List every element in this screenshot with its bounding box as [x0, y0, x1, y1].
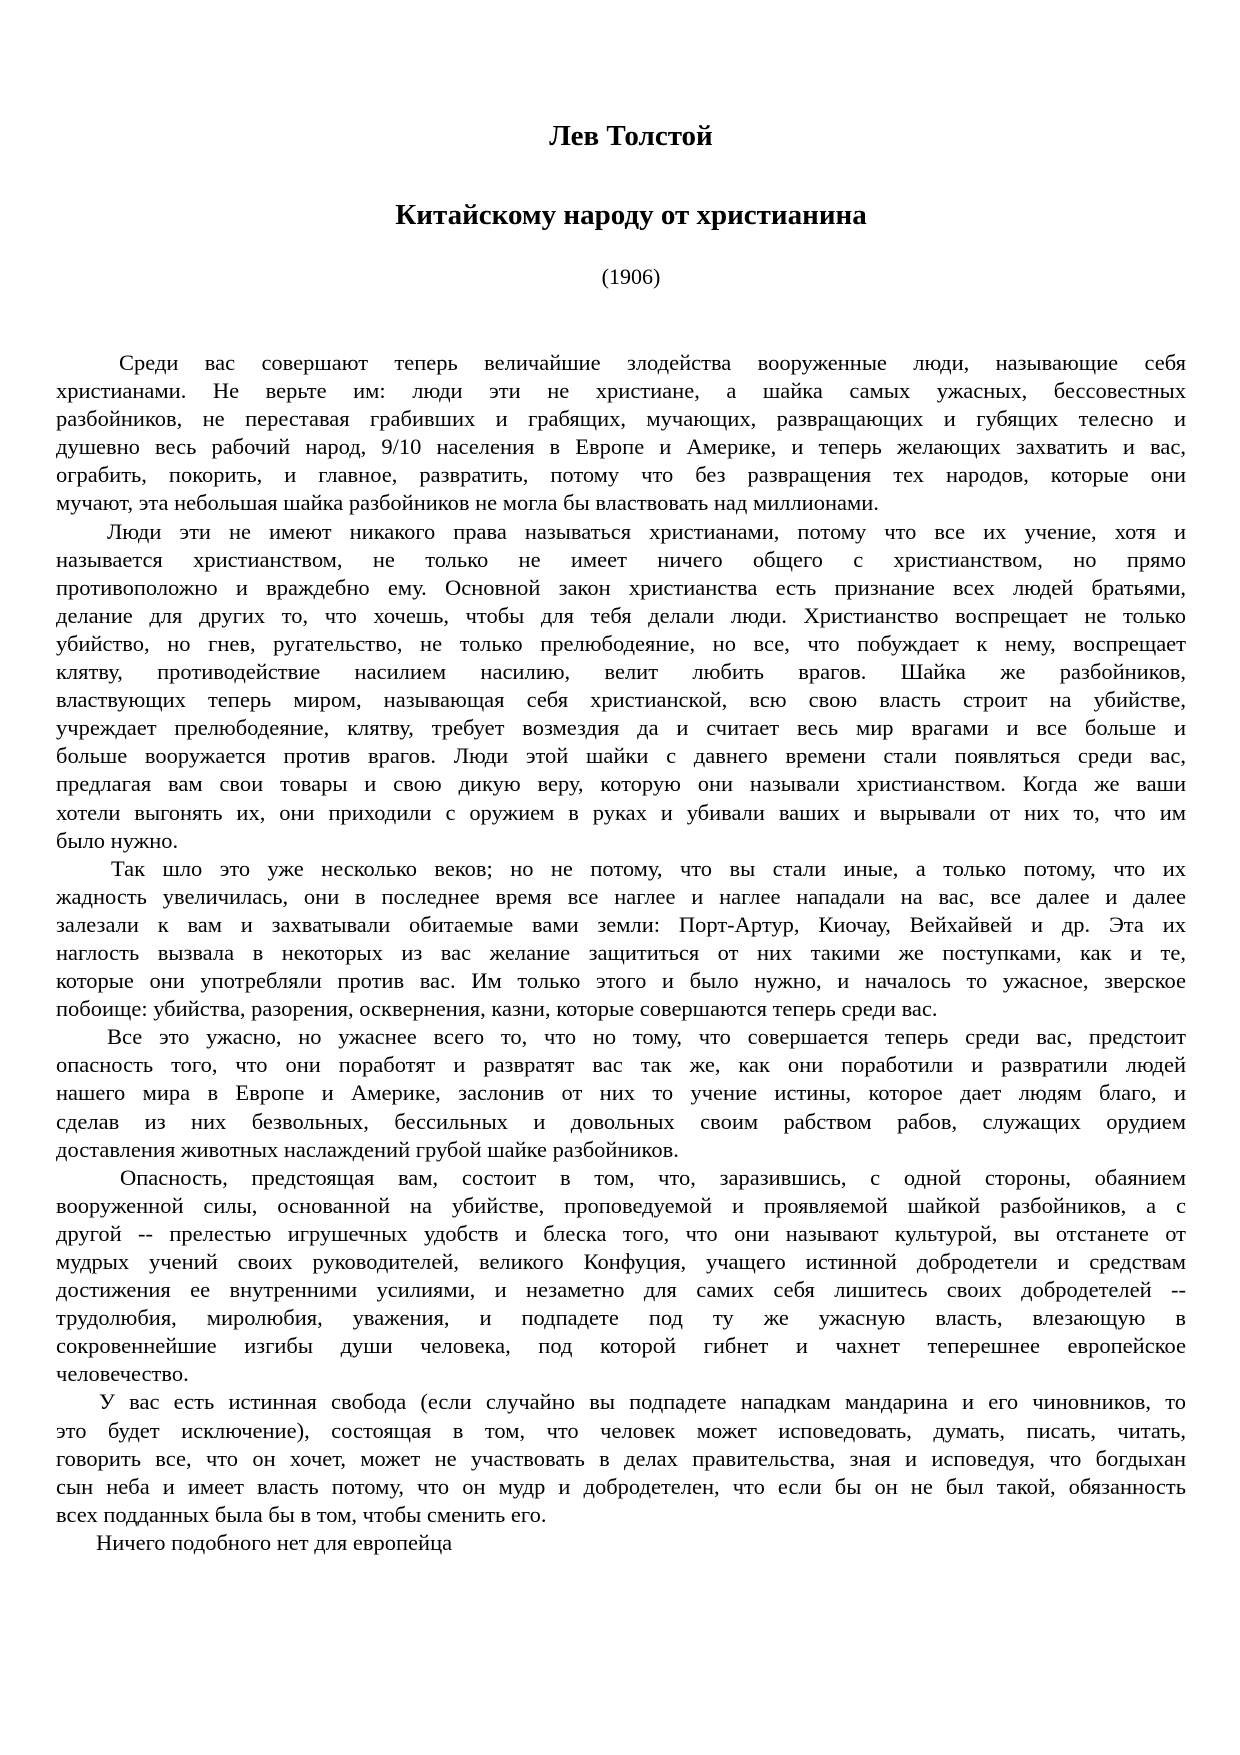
text-line: больше вооружается против врагов. Люди этой шайки с давнего времени стали появляться среди вас,: [56, 743, 1186, 769]
text-line: христианами. Не верьте им: люди эти не христиане, а шайка самых ужасных, бессовестных: [56, 378, 1186, 404]
text-line: учреждает прелюбодеяние, клятву, требует возмездия да и считает весь мир врагами и все больше и: [56, 715, 1186, 741]
paragraph: [56, 1164, 1186, 1389]
text-line: мучают, эта небольшая шайка разбойников не могла бы властвовать над миллионами.: [56, 490, 879, 516]
paragraph: [56, 1023, 1186, 1163]
text-line: другой -- прелестью игрушечных удобств и блеска того, что они называют культурой, вы отстанете от: [56, 1220, 1186, 1246]
text-line: наглость вызвала в некоторых из вас желание защититься от них такими же поступками, как и те,: [56, 939, 1186, 965]
text-line: убийство, но гнев, ругательство, не только прелюбодеяние, но все, что побуждает к нему, воспрещает: [56, 630, 1186, 656]
text-line: душевно весь рабочий народ, 9/10 населения в Европе и Америке, и теперь желающих захватить и вас,: [56, 434, 1186, 460]
document-body: [56, 349, 1186, 1557]
text-line: доставления животных наслаждений грубой шайке разбойников.: [56, 1136, 679, 1162]
text-line: достижения ее внутренними усилиями, и незаметно для самих себя лишитесь своих добродетелей --: [56, 1277, 1186, 1303]
text-line: называется христианством, не только не имеет ничего общего с христианством, но прямо: [56, 546, 1186, 572]
text-line: всех подданных была бы в том, чтобы сменить его.: [56, 1501, 547, 1527]
text-line: клятву, противодействие насилием насилию, велит любить врагов. Шайка же разбойников,: [56, 659, 1186, 685]
text-line: нашего мира в Европе и Америке, заслонив от них то учение истины, которое дает людям благо, и: [56, 1080, 1186, 1106]
text-line: делание для других то, что хочешь, чтобы для тебя делали люди. Христианство воспрещает не только: [56, 602, 1186, 628]
document-year: (1906): [601, 264, 661, 289]
text-line: трудолюбия, миролюбия, уважения, и подпадете под ту же ужасную власть, влезающую в: [56, 1305, 1186, 1331]
text-line: Опасность, предстоящая вам, состоит в том, что, заразившись, с одной стороны, обаянием: [120, 1164, 1186, 1190]
text-line: разбойников, не переставая грабивших и грабящих, мучающих, развращающих и губящих телесно и: [56, 406, 1186, 432]
text-line: это будет исключение), состоящая в том, что человек может исповедовать, думать, писать, читать,: [56, 1417, 1186, 1443]
text-line: властвующих теперь миром, называющая себя христианской, всю свою власть строит на убийстве,: [56, 687, 1186, 713]
text-line: вооруженной силы, основанной на убийстве, проповедуемой и проявляемой шайкой разбойников, а с: [56, 1192, 1186, 1218]
author-name: Лев Толстой: [549, 120, 713, 152]
paragraph: [56, 518, 1186, 855]
text-line: противоположно и враждебно ему. Основной закон христианства есть признание всех людей братьями,: [56, 574, 1186, 600]
paragraph: [56, 1388, 1186, 1528]
text-line: хотели выгонять их, они приходили с оружием в руках и убивали ваших и вырывали от них то, что им: [56, 799, 1186, 825]
paragraph: [56, 855, 1186, 1024]
text-line: сокровеннейшие изгибы души человека, под которой гибнет и чахнет теперешнее европейское: [56, 1333, 1186, 1359]
text-line: предлагая вам свои товары и свою дикую веру, которую они называли христианством. Когда же ваши: [56, 771, 1186, 797]
paragraph: [56, 349, 1186, 518]
text-line: мудрых учений своих руководителей, великого Конфуция, учащего истинной добродетели и средствам: [56, 1249, 1186, 1274]
text-line: Люди эти не имеют никакого права называться христианами, потому что все их учение, хотя и: [107, 518, 1186, 544]
text-line: Среди вас совершают теперь величайшие злодейства вооруженные люди, называющие себя: [119, 350, 1186, 375]
document-title: Китайскому народу от христианина: [395, 199, 867, 231]
text-line: говорить все, что он хочет, может не участвовать в делах правительства, зная и исповедуя, что богдыхан: [56, 1445, 1186, 1471]
text-line: Ничего подобного нет для европейца: [96, 1529, 453, 1555]
text-line: опасность того, что они поработят и развратят вас так же, как они поработили и развратили людей: [56, 1052, 1186, 1078]
text-line: которые они употребляли против вас. Им только этого и было нужно, и началось то ужасное, зверское: [56, 968, 1186, 994]
text-line: человечество.: [56, 1361, 189, 1387]
text-line: сын неба и имеет власть потому, что он мудр и добродетелен, что если бы он не был такой, обязанность: [56, 1473, 1186, 1499]
text-line: У вас есть истинная свобода (если случайно вы подпадете нападкам мандарина и его чиновников, то: [99, 1389, 1186, 1415]
text-line: было нужно.: [56, 827, 179, 853]
text-line: ограбить, покорить, и главное, развратить, потому что без развращения тех народов, которые они: [56, 462, 1186, 488]
text-line: жадность увеличилась, они в последнее время все наглее и наглее нападали на вас, все далее и далее: [56, 883, 1186, 909]
text-line: сделав из них безвольных, бессильных и довольных своим рабством рабов, служащих орудием: [56, 1108, 1186, 1134]
paragraph: [56, 1529, 1186, 1557]
text-line: Все это ужасно, но ужаснее всего то, что но тому, что совершается теперь среди вас, предстоит: [107, 1024, 1186, 1050]
text-line: побоище: убийства, разорения, осквернения, казни, которые совершаются теперь среди вас.: [56, 996, 938, 1022]
text-line: залезали к вам и захватывали обитаемые вами земли: Порт-Артур, Киочау, Вейхайвей и др. Эта их: [56, 911, 1186, 937]
text-line: Так шло это уже несколько веков; но не потому, что вы стали иные, а только потому, что их: [111, 855, 1186, 881]
